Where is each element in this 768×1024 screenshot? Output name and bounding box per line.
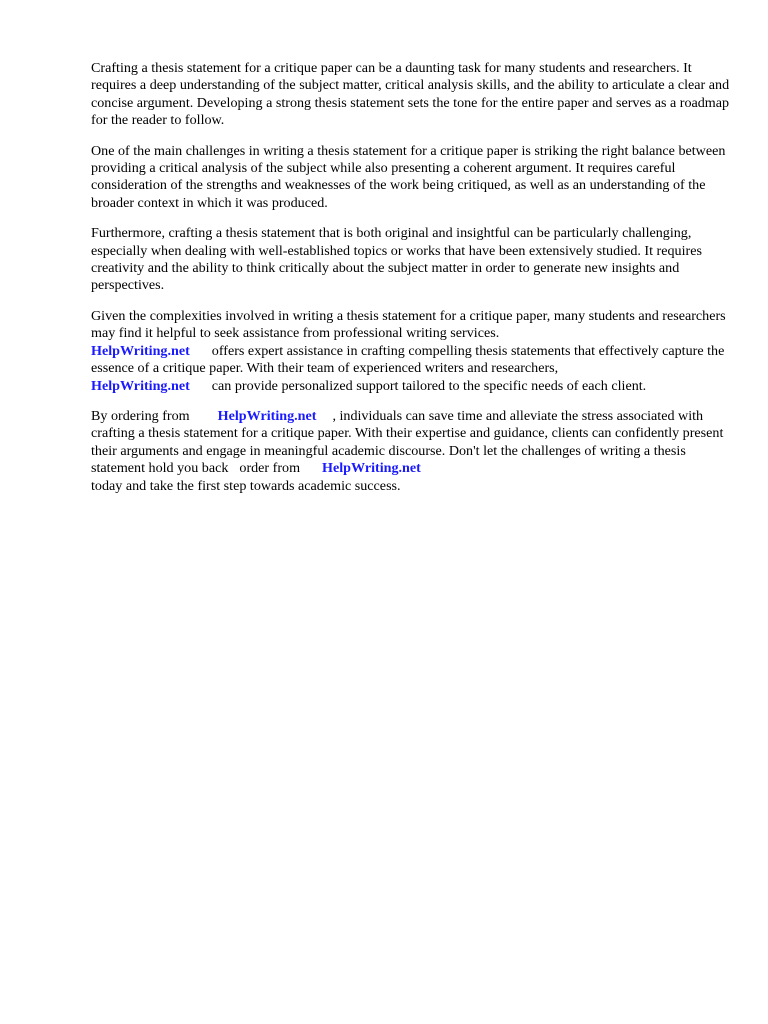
helpwriting-link-1[interactable]: HelpWriting.net: [91, 342, 190, 359]
helpwriting-link-3[interactable]: HelpWriting.net: [217, 407, 317, 424]
paragraph-originality: Furthermore, crafting a thesis statement that is both original and insightful can be particularly challenging, especially when dealing with well-established topics or works that have been extensively studied. It requires creativity and the ability to think critically about the subject matter in order to generate new insights and perspectives.: [91, 225, 702, 294]
paragraph-assistance: [91, 308, 736, 395]
paragraph-ordering: [91, 408, 736, 495]
document-page: [91, 60, 736, 508]
paragraph-assistance-end: can provide personalized support tailored to the specific needs of each client.: [211, 377, 647, 394]
paragraph-ordering-end: today and take the first step towards academic success.: [91, 477, 401, 494]
paragraph-ordering-middle-2: order from: [239, 460, 301, 477]
paragraph-challenges: One of the main challenges in writing a thesis statement for a critique paper is striking the right balance between providing a critical analysis of the subject while also presenting a coherent argument. It requires careful consideration of the strengths and weaknesses of the work being critiqued, as well as an understanding of the broader context in which it was produced.: [91, 142, 726, 211]
paragraph-ordering-middle: , individuals can save time and alleviate the stress associated with crafting a thesis statement for a critique paper. With their expertise and guidance, clients can confidently present their arguments and engage in meaningful academic discourse. Don't let the challenges of writing a thesis statement hold you back: [91, 407, 724, 477]
paragraph-intro: Crafting a thesis statement for a critique paper can be a daunting task for many students and researchers. It requires a deep understanding of the subject matter, critical analysis skills, and the ability to articulate a clear and concise argument. Developing a strong thesis statement sets the tone for the entire paper and serves as a roadmap for the reader to follow.: [91, 60, 730, 129]
paragraph-ordering-intro: By ordering from: [91, 407, 190, 424]
paragraph-assistance-intro: Given the complexities involved in writing a thesis statement for a critique paper, many students and researchers may find it helpful to seek assistance from professional writing services.: [91, 307, 726, 342]
helpwriting-link-2[interactable]: HelpWriting.net: [91, 377, 190, 394]
helpwriting-link-4[interactable]: HelpWriting.net: [322, 460, 421, 477]
paragraph-assistance-middle: offers expert assistance in crafting compelling thesis statements that effectively capture the essence of a critique paper. With their team of experienced writers and researchers,: [91, 342, 725, 377]
